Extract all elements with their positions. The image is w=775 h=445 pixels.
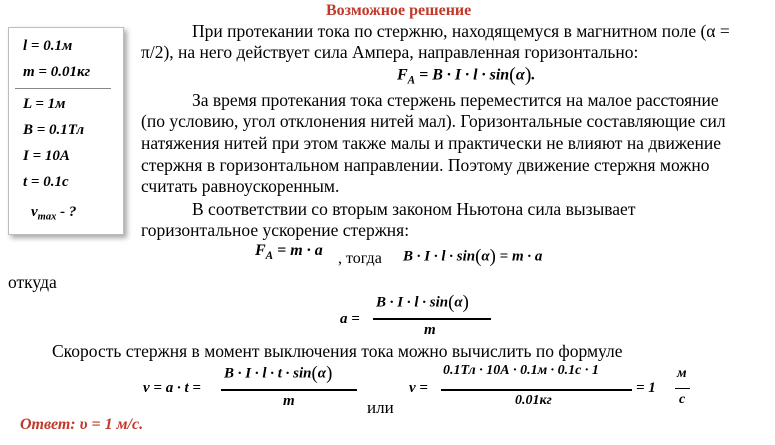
- accel-lhs: a =: [340, 311, 360, 327]
- given-current: I = 10А: [23, 148, 70, 164]
- given-mass: m = 0.01кг: [23, 64, 91, 80]
- given-divider-1: [15, 88, 111, 89]
- given-box: [8, 27, 124, 235]
- solution-title: Возможное решение: [326, 2, 472, 19]
- velocity2-numerator: 0.1Тл · 10А · 0.1м · 0.1с · 1: [443, 363, 599, 378]
- velocity2-result: = 1: [636, 380, 656, 396]
- p2-line2: (по условию, угол отклонения нитей мал). Горизонтальные составляющие сил: [141, 111, 726, 131]
- given-rod-length: L = 1м: [23, 96, 66, 112]
- p2-line4: стержня в горизонтальном направлении. Поэтому движение стержня можно: [141, 155, 710, 175]
- p2-line3: натяжения нитей при этом также малы и практически не влияют на движение: [141, 133, 721, 153]
- velocity2-denominator: 0.01кг: [515, 393, 552, 408]
- velocity-denominator: m: [283, 393, 295, 409]
- unit-denominator: с: [679, 392, 686, 407]
- velocity2-fraction-bar: [441, 389, 632, 391]
- unit-fraction-bar: [675, 388, 690, 389]
- whence-text: откуда: [8, 272, 57, 292]
- given-time: t = 0.1с: [23, 174, 69, 190]
- accel-numerator: B · I · l · sin(α): [376, 292, 469, 313]
- or-text: или: [367, 398, 394, 417]
- p1-line1: При протекании тока по стержню, находящемуся в магнитном поле (α =: [192, 21, 730, 41]
- velocity-lhs: v = a · t =: [143, 380, 201, 396]
- equality-formula: B · I · l · sin(α) = m · a: [403, 246, 543, 267]
- given-length: l = 0.1м: [23, 38, 73, 54]
- velocity2-lhs: v =: [409, 380, 428, 396]
- given-induction: B = 0.1Тл: [23, 122, 85, 138]
- p2-line1: За время протекания тока стержень переместится на малое расстояние: [192, 90, 719, 110]
- velocity-fraction-bar: [221, 389, 357, 391]
- ampere-formula: $F_A = B \cdot I \cdot l \cdot \sin(\alpha)$.: [397, 64, 536, 87]
- unit-numerator: м: [677, 366, 687, 381]
- given-unknown: $v_{max}$ - ?: [31, 204, 77, 223]
- newton-formula: $F_A = m \cdot a$: [255, 242, 323, 262]
- p3-line2: горизонтальное ускорение стержня:: [141, 220, 410, 240]
- then-text: , тогда: [338, 250, 382, 267]
- accel-fraction-bar: [373, 318, 491, 320]
- answer-line: Ответ: υ = 1 м/с.: [20, 416, 144, 433]
- p1-line2: π/2), на него действует сила Ампера, направленная горизонтально:: [141, 42, 639, 62]
- p3-line1: В соответствии со вторым законом Ньютона сила вызывает: [192, 199, 636, 219]
- accel-denominator: m: [424, 322, 436, 338]
- p2-line5: считать равноускоренным.: [141, 176, 340, 196]
- p4-line: Скорость стержня в момент выключения тока можно вычислить по формуле: [52, 341, 623, 361]
- velocity-numerator: B · I · l · t · sin(α): [224, 363, 333, 384]
